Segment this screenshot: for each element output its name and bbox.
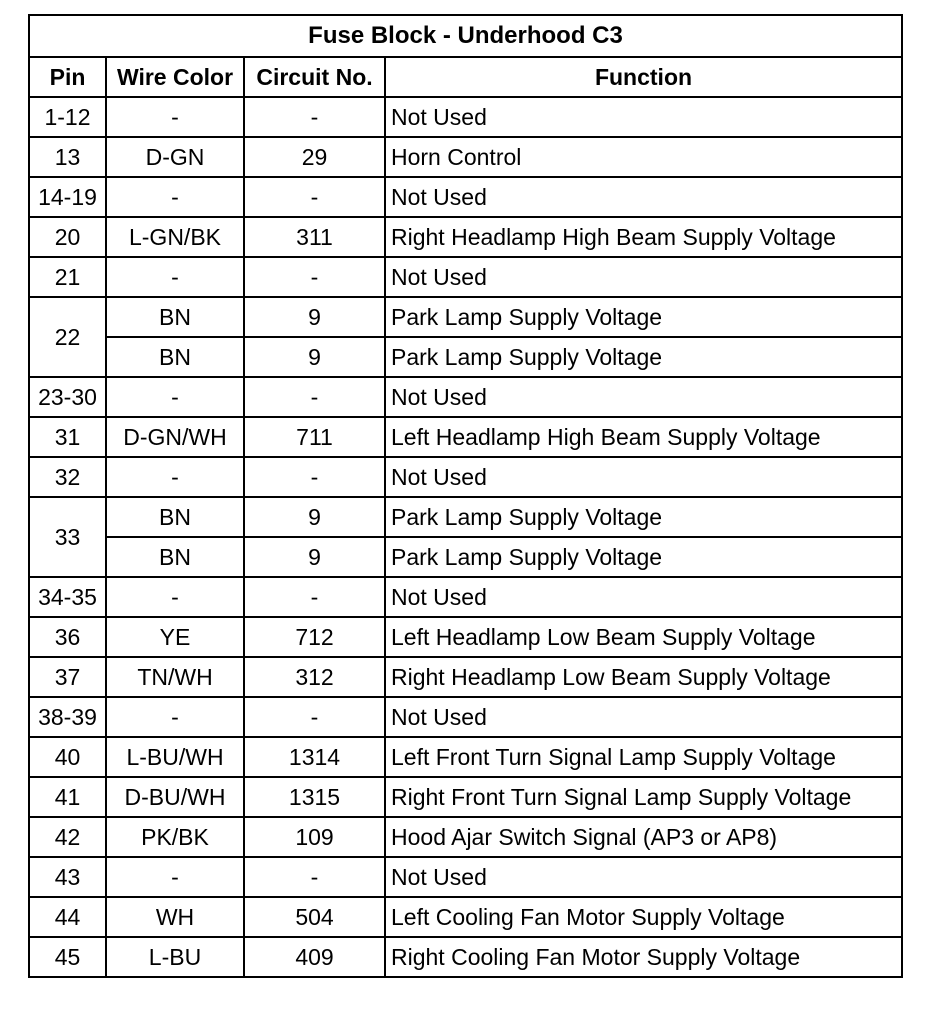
function-cell: Left Headlamp Low Beam Supply Voltage <box>385 617 902 657</box>
wire-color-cell: - <box>106 257 244 297</box>
wire-color-cell: PK/BK <box>106 817 244 857</box>
function-cell: Not Used <box>385 97 902 137</box>
wire-color-cell: - <box>106 857 244 897</box>
wire-color-cell: D-BU/WH <box>106 777 244 817</box>
table-row <box>29 97 902 137</box>
pin-cell: 42 <box>29 817 106 857</box>
pin-cell: 43 <box>29 857 106 897</box>
header-pin: Pin <box>29 57 106 97</box>
table-row <box>29 897 902 937</box>
circuit-cell: - <box>244 377 385 417</box>
circuit-cell: 1315 <box>244 777 385 817</box>
table-row <box>29 337 902 377</box>
table-row <box>29 177 902 217</box>
pin-cell: 34-35 <box>29 577 106 617</box>
pin-cell: 1-12 <box>29 97 106 137</box>
pin-cell: 32 <box>29 457 106 497</box>
circuit-cell: 311 <box>244 217 385 257</box>
pin-cell: 21 <box>29 257 106 297</box>
table-row <box>29 537 902 577</box>
circuit-cell: 312 <box>244 657 385 697</box>
function-cell: Park Lamp Supply Voltage <box>385 337 902 377</box>
pin-cell: 36 <box>29 617 106 657</box>
table-row <box>29 297 902 337</box>
table-row <box>29 377 902 417</box>
pin-cell: 23-30 <box>29 377 106 417</box>
pin-cell: 13 <box>29 137 106 177</box>
table-row <box>29 457 902 497</box>
pin-cell: 31 <box>29 417 106 457</box>
table-row <box>29 777 902 817</box>
function-cell: Not Used <box>385 177 902 217</box>
function-cell: Right Front Turn Signal Lamp Supply Voltage <box>385 777 902 817</box>
table-row <box>29 417 902 457</box>
function-cell: Hood Ajar Switch Signal (AP3 or AP8) <box>385 817 902 857</box>
table-row <box>29 697 902 737</box>
function-cell: Not Used <box>385 577 902 617</box>
circuit-cell: - <box>244 857 385 897</box>
table-row <box>29 657 902 697</box>
circuit-cell: 9 <box>244 537 385 577</box>
circuit-cell: 29 <box>244 137 385 177</box>
wire-color-cell: BN <box>106 497 244 537</box>
circuit-cell: - <box>244 97 385 137</box>
circuit-cell: - <box>244 697 385 737</box>
header-wire-color: Wire Color <box>106 57 244 97</box>
circuit-cell: - <box>244 577 385 617</box>
circuit-cell: 1314 <box>244 737 385 777</box>
pin-cell: 14-19 <box>29 177 106 217</box>
title-row <box>29 15 902 57</box>
wire-color-cell: - <box>106 97 244 137</box>
circuit-cell: - <box>244 457 385 497</box>
header-circuit: Circuit No. <box>244 57 385 97</box>
wire-color-cell: - <box>106 457 244 497</box>
wire-color-cell: - <box>106 177 244 217</box>
circuit-cell: 9 <box>244 497 385 537</box>
circuit-cell: 9 <box>244 337 385 377</box>
pin-cell: 37 <box>29 657 106 697</box>
function-cell: Left Front Turn Signal Lamp Supply Voltage <box>385 737 902 777</box>
pin-cell: 40 <box>29 737 106 777</box>
table-title: Fuse Block - Underhood C3 <box>29 15 902 57</box>
wire-color-cell: L-BU <box>106 937 244 977</box>
function-cell: Right Headlamp High Beam Supply Voltage <box>385 217 902 257</box>
function-cell: Horn Control <box>385 137 902 177</box>
function-cell: Left Headlamp High Beam Supply Voltage <box>385 417 902 457</box>
function-cell: Not Used <box>385 257 902 297</box>
function-cell: Not Used <box>385 697 902 737</box>
pin-cell: 38-39 <box>29 697 106 737</box>
table-row <box>29 857 902 897</box>
circuit-cell: 109 <box>244 817 385 857</box>
table-row <box>29 937 902 977</box>
table-row <box>29 617 902 657</box>
function-cell: Not Used <box>385 857 902 897</box>
circuit-cell: 712 <box>244 617 385 657</box>
wire-color-cell: BN <box>106 297 244 337</box>
function-cell: Not Used <box>385 377 902 417</box>
wire-color-cell: D-GN/WH <box>106 417 244 457</box>
wire-color-cell: BN <box>106 337 244 377</box>
wire-color-cell: - <box>106 697 244 737</box>
function-cell: Park Lamp Supply Voltage <box>385 297 902 337</box>
function-cell: Park Lamp Supply Voltage <box>385 537 902 577</box>
pin-cell: 33 <box>29 497 106 577</box>
table-row <box>29 257 902 297</box>
header-function: Function <box>385 57 902 97</box>
pin-cell: 41 <box>29 777 106 817</box>
pin-cell: 44 <box>29 897 106 937</box>
wire-color-cell: L-BU/WH <box>106 737 244 777</box>
table-row <box>29 217 902 257</box>
wire-color-cell: L-GN/BK <box>106 217 244 257</box>
wire-color-cell: WH <box>106 897 244 937</box>
wire-color-cell: - <box>106 377 244 417</box>
table-row <box>29 737 902 777</box>
function-cell: Park Lamp Supply Voltage <box>385 497 902 537</box>
circuit-cell: 711 <box>244 417 385 457</box>
circuit-cell: - <box>244 257 385 297</box>
circuit-cell: 409 <box>244 937 385 977</box>
table-row <box>29 137 902 177</box>
circuit-cell: 9 <box>244 297 385 337</box>
wire-color-cell: YE <box>106 617 244 657</box>
function-cell: Left Cooling Fan Motor Supply Voltage <box>385 897 902 937</box>
wire-color-cell: - <box>106 577 244 617</box>
wire-color-cell: D-GN <box>106 137 244 177</box>
function-cell: Right Headlamp Low Beam Supply Voltage <box>385 657 902 697</box>
function-cell: Not Used <box>385 457 902 497</box>
wire-color-cell: BN <box>106 537 244 577</box>
table-row <box>29 497 902 537</box>
header-row <box>29 57 902 97</box>
pin-cell: 20 <box>29 217 106 257</box>
fuse-block-table <box>28 14 903 978</box>
pin-cell: 22 <box>29 297 106 377</box>
pin-cell: 45 <box>29 937 106 977</box>
table-row <box>29 577 902 617</box>
wire-color-cell: TN/WH <box>106 657 244 697</box>
circuit-cell: - <box>244 177 385 217</box>
circuit-cell: 504 <box>244 897 385 937</box>
table-body <box>29 97 902 977</box>
table-row <box>29 817 902 857</box>
function-cell: Right Cooling Fan Motor Supply Voltage <box>385 937 902 977</box>
